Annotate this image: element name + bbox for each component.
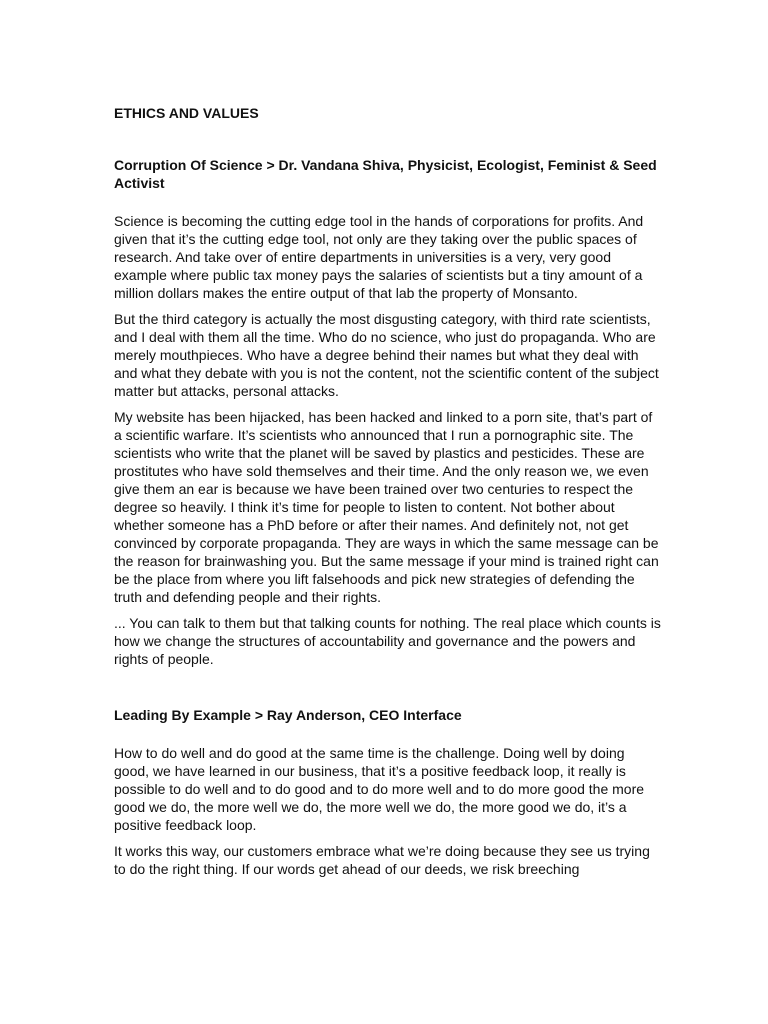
document-page [114,104,662,886]
section-heading: Corruption Of Science > Dr. Vandana Shiva, Physicist, Ecologist, Feminist & Seed Activist [114,157,657,191]
section-corruption-of-science [114,156,662,668]
section-heading: Leading By Example > Ray Anderson, CEO Interface [114,707,462,723]
paragraph: But the third category is actually the most disgusting category, with third rate scientists, and I deal with them all the time. Who do no science, who just do propaganda. Who are merely mouthpieces. Who have a degree behind their names but what they deal with and what they debate with you is not the content, not the scientific content of the subject matter but attacks, personal attacks. [114,311,659,399]
paragraph: My website has been hijacked, has been hacked and linked to a porn site, that’s part of a scientific warfare. It’s scientists who announced that I run a pornographic site. The scientists who write that the planet will be saved by plastics and pesticides. These are prostitutes who have sold themselves and their time. And the only reason we, we even give them an ear is because we have been trained over two centuries to respect the degree so heavily. I think it’s time for people to listen to content. Not bother about whether someone has a PhD before or after their names. And definitely not, not get convinced by corporate propaganda. They are ways in which the same message can be the reason for brainwashing you. But the same message if your mind is trained right can be the place from where you lift falsehoods and pick new strategies of defending the truth and defending people and their rights. [114,409,659,605]
section-leading-by-example [114,706,662,878]
paragraph: It works this way, our customers embrace what we’re doing because they see us trying to do the right thing. If our words get ahead of our deeds, we risk breeching [114,843,650,877]
document-title: ETHICS AND VALUES [114,105,259,121]
paragraph: Science is becoming the cutting edge tool in the hands of corporations for profits. And given that it’s the cutting edge tool, not only are they taking over the public spaces of research. And take over of entire departments in universities is a very, very good example where public tax money pays the salaries of scientists but a tiny amount of a million dollars makes the entire output of that lab the property of Monsanto. [114,213,644,301]
paragraph: ... You can talk to them but that talking counts for nothing. The real place which counts is how we change the structures of accountability and governance and the powers and rights of people. [114,615,661,667]
paragraph: How to do well and do good at the same time is the challenge. Doing well by doing good, we have learned in our business, that it’s a positive feedback loop, it really is possible to do well and to do good and to do more well and to do more good the more good we do, the more well we do, the more well we do, the more good we do, it’s a positive feedback loop. [114,745,645,833]
